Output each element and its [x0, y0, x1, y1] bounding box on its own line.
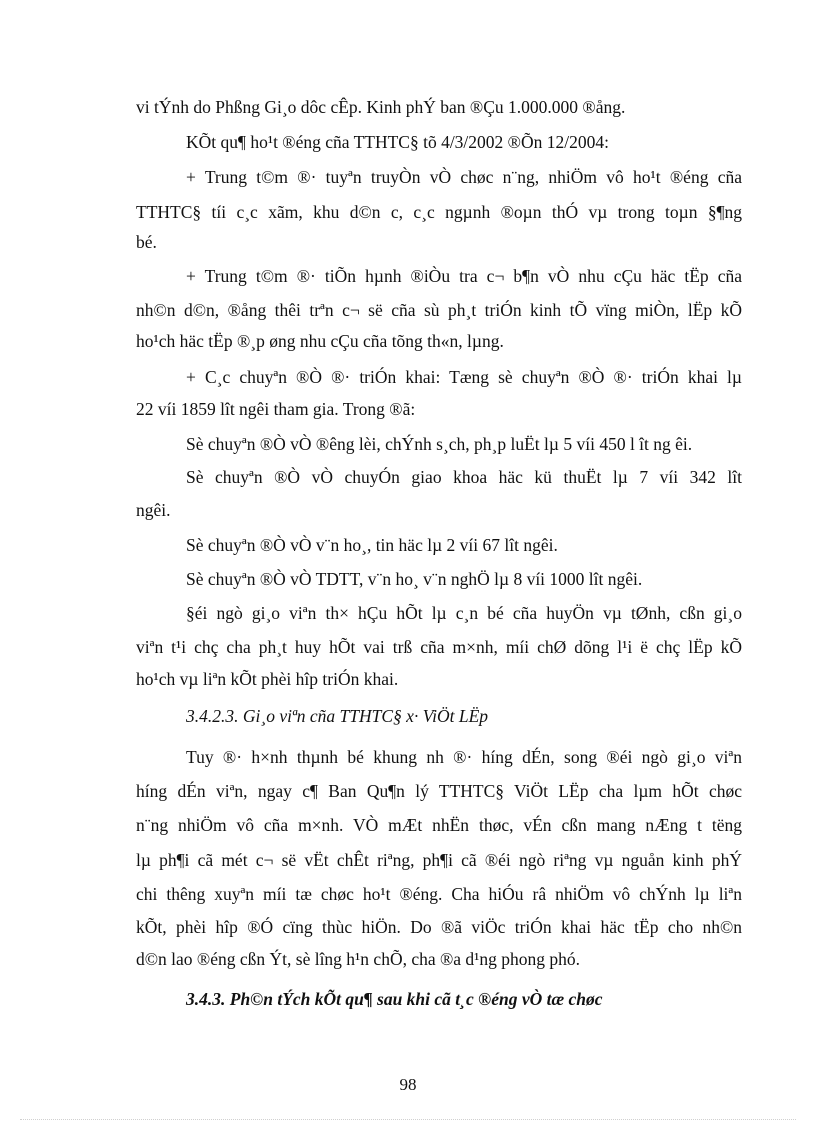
body-text-line: ngêi. — [136, 500, 171, 520]
body-text-line: Sè chuyªn ®Ò vÒ ®êng lèi, chÝnh s¸ch, ph¸p luËt lµ 5 víi 450 l ît ng êi. — [186, 434, 693, 454]
body-text-line: vi tÝnh do Phßng Gi¸o dôc cÊp. Kinh phÝ ban ®Çu 1.000.000 ®ång. — [136, 97, 626, 117]
page-number: 98 — [399, 1075, 417, 1094]
subsection-heading: 3.4.2.3. Gi¸o viªn cña TTHTC§ x· ViÖt LËp — [186, 706, 489, 726]
body-text-line: Sè chuyªn ®Ò vÒ TDTT, v¨n ho¸ v¨n nghÖ lµ 8 víi 1000 lît ngêi. — [186, 569, 643, 589]
body-text-line: §éi ngò gi¸o viªn th× hÇu hÕt lµ c¸n bé cña huyÖn vµ tØnh, cßn gi¸o — [186, 603, 742, 623]
body-text-line: viªn t¹i chç cha ph¸t huy hÕt vai trß cña m×nh, míi chØ dõng l¹i ë chç lËp kÕ — [136, 637, 742, 657]
section-heading: 3.4.3. Ph©n tÝch kÕt qu¶ sau khi cã t¸c ®éng vÒ tæ chøc — [186, 989, 603, 1009]
body-text-line: Sè chuyªn ®Ò vÒ chuyÓn giao khoa häc kü thuËt lµ 7 víi 342 lît — [186, 467, 742, 487]
body-text-line: Sè chuyªn ®Ò vÒ v¨n ho¸, tin häc lµ 2 víi 67 lît ngêi. — [186, 535, 558, 555]
body-text-line: chi thêng xuyªn míi tæ chøc ho¹t ®éng. Cha hiÓu râ nhiÖm vô chÝnh lµ liªn — [136, 884, 742, 904]
body-text-line: + Trung t©m ®· tiÕn hµnh ®iÒu tra c¬ b¶n vÒ nhu cÇu häc tËp cña — [186, 266, 742, 286]
body-text-line: + Trung t©m ®· tuyªn truyÒn vÒ chøc n¨ng, nhiÖm vô ho¹t ®éng cña — [186, 167, 742, 187]
body-text-line: Tuy ®· h×nh thµnh bé khung nh ®· híng dÉn, song ®éi ngò gi¸o viªn — [186, 747, 742, 767]
body-text-line: ho¹ch häc tËp ®¸p øng nhu cÇu cña tõng th«n, lµng. — [136, 331, 504, 351]
body-text-line: nh©n d©n, ®ång thêi trªn c¬ së cña sù ph¸t triÓn kinh tÕ vïng miÒn, lËp kÕ — [136, 300, 742, 320]
body-text-line: kÕt, phèi hîp ®Ó cïng thùc hiÖn. Do ®ã viÖc triÓn khai häc tËp cho nh©n — [136, 917, 742, 937]
body-text-line: bé. — [136, 232, 157, 252]
body-text-line: lµ ph¶i cã mét c¬ së vËt chÊt riªng, ph¶i cã ®éi ngò riªng vµ nguån kinh phÝ — [136, 850, 742, 870]
body-text-line: híng dÉn viªn, ngay c¶ Ban Qu¶n lý TTHTC§ ViÖt LËp cha lµm hÕt chøc — [136, 781, 742, 801]
body-text-line: n¨ng nhiÖm vô cña m×nh. VÒ mÆt nhËn thøc, vÉn cßn mang nÆng t tëng — [136, 815, 742, 835]
body-text-line: d©n lao ®éng cßn Ýt, sè lîng h¹n chÕ, cha ®a d¹ng phong phó. — [136, 949, 581, 969]
body-text-line: ho¹ch vµ liªn kÕt phèi hîp triÓn khai. — [136, 669, 399, 689]
body-text-line: + C¸c chuyªn ®Ò ®· triÓn khai: Tæng sè chuyªn ®Ò ®· triÓn khai lµ — [186, 367, 742, 387]
body-text-line: TTHTC§ tíi c¸c xãm, khu d©n c, c¸c ngµnh ®oµn thÓ vµ trong toµn §¶ng — [136, 202, 742, 222]
body-text-line: KÕt qu¶ ho¹t ®éng cña TTHTC§ tõ 4/3/2002 ®Õn 12/2004: — [186, 132, 609, 152]
body-text-line: 22 víi 1859 lît ngêi tham gia. Trong ®ã: — [136, 399, 416, 419]
page-bottom-divider — [20, 1119, 796, 1120]
